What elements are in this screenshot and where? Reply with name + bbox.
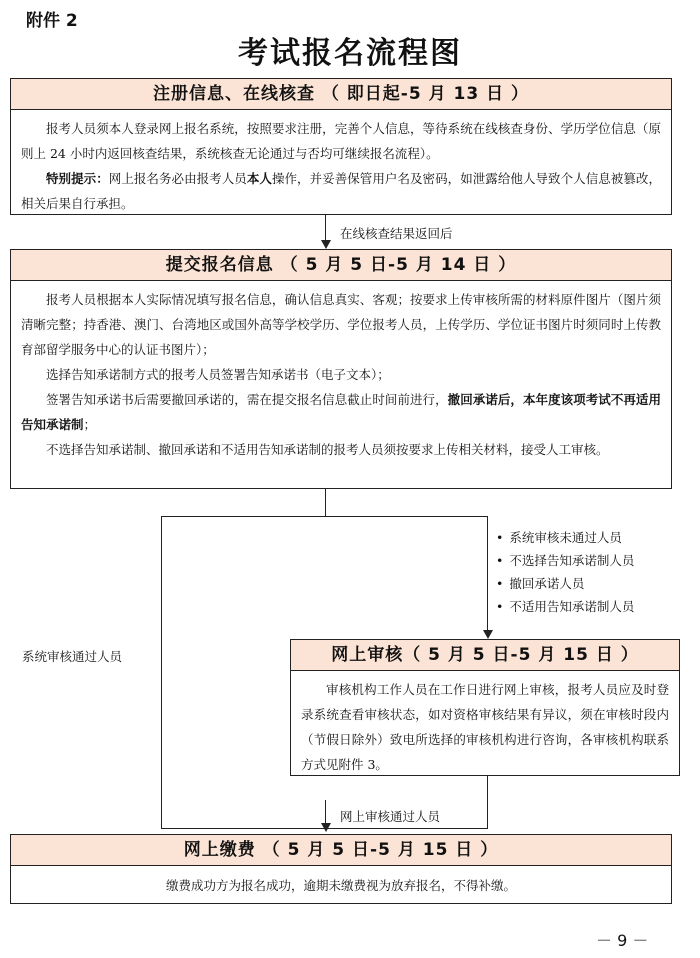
submit-p3-emphasis: 撤回承诺后，本年度该项考试不再适用告知承诺制	[21, 392, 661, 432]
step-payment-paragraph: 缴费成功方为报名成功，逾期未缴费视为放弃报名，不得补缴。	[165, 878, 516, 893]
step-submit-box	[10, 249, 672, 489]
warning-label: 特别提示：	[46, 171, 109, 186]
page-number: － 9 －	[596, 931, 649, 950]
step-submit-paragraph-4: 不选择告知承诺制、撤回承诺和不适用告知承诺制的报考人员须按要求上传相关材料，接受人工审核。	[46, 442, 609, 457]
step-submit-paragraph-2: 选择告知承诺制方式的报考人员签署告知承诺书（电子文本）；	[46, 367, 390, 382]
review-target-item: • 系统审核未通过人员	[496, 526, 634, 549]
branch-right-arrowhead	[483, 630, 493, 639]
attachment-label: 附件 2	[26, 11, 78, 31]
branch-left-bottom	[161, 828, 326, 829]
branch-horizontal	[161, 516, 487, 517]
review-target-item: • 不选择告知承诺制人员	[496, 549, 634, 572]
submit-p3-text-b: ；	[83, 417, 97, 432]
step-payment-box	[10, 834, 672, 904]
step-register-paragraph: 报考人员须本人登录网上报名系统，按照要求注册，完善个人信息，等待系统在线核查身份、学历学位信息（原则上 24 小时内返回核查结果，系统核查无论通过与否均可继续报名流程）。	[21, 121, 661, 161]
review-target-list	[496, 526, 634, 618]
step-register-box	[10, 78, 672, 215]
step-register-title: 注册信息、在线核查 （ 即日起-5 月 13 日 ）	[11, 79, 671, 110]
warning-text-a: 网上报名务必由报考人员	[108, 171, 247, 186]
connector-label-1: 在线核查结果返回后	[340, 226, 453, 241]
review-down-line	[487, 776, 488, 829]
step-payment-title: 网上缴费 （ 5 月 5 日-5 月 15 日 ）	[11, 835, 671, 866]
system-passed-label: 系统审核通过人员	[22, 649, 123, 664]
page-title: 考试报名流程图	[238, 36, 462, 71]
step-review-title: 网上审核（ 5 月 5 日-5 月 15 日 ）	[291, 640, 679, 671]
step-submit-paragraph-3	[21, 387, 661, 437]
branch-stem	[325, 489, 326, 517]
review-target-item: • 撤回承诺人员	[496, 572, 634, 595]
step-register-body	[11, 110, 671, 216]
step-submit-title: 提交报名信息 （ 5 月 5 日-5 月 14 日 ）	[11, 250, 671, 281]
connector-arrowhead-1	[321, 240, 331, 249]
connector-arrowhead-final	[321, 823, 331, 832]
warning-text-b: 操作，并妥善保管用户名及密码，如泄露给他人导致个人信息被篡改，相关后果自行承担。	[21, 171, 661, 211]
step-register-warning	[21, 166, 661, 216]
review-target-item: • 不适用告知承诺制人员	[496, 595, 634, 618]
warning-emphasis: 本人	[246, 171, 272, 186]
step-submit-paragraph-1: 报考人员根据本人实际情况填写报名信息，确认信息真实、客观；按要求上传审核所需的材料原件图片（图片须清晰完整；持香港、澳门、台湾地区或国外高等学校学历、学位报考人员，上传学历、学位证书图片时须同时上传教育部留学服务中心的认证书图片）；	[21, 292, 661, 357]
submit-p3-text-a: 签署告知承诺书后需要撤回承诺的，需在提交报名信息截止时间前进行，	[46, 392, 448, 407]
branch-left-vertical	[161, 516, 162, 829]
connector-line-1	[325, 215, 326, 241]
step-review-box	[290, 639, 680, 776]
step-review-body	[291, 671, 679, 777]
branch-right-vertical	[487, 516, 488, 631]
step-payment-body	[11, 866, 671, 898]
review-passed-label: 网上审核通过人员	[340, 809, 441, 824]
review-bottom-line	[326, 828, 488, 829]
step-submit-body	[11, 281, 671, 462]
step-review-paragraph: 审核机构工作人员在工作日进行网上审核，报考人员应及时登录系统查看审核状态，如对资格审核结果有异议，须在审核时段内（节假日除外）致电所选择的审核机构进行咨询，各审核机构联系方式见附件 3。	[301, 682, 669, 772]
